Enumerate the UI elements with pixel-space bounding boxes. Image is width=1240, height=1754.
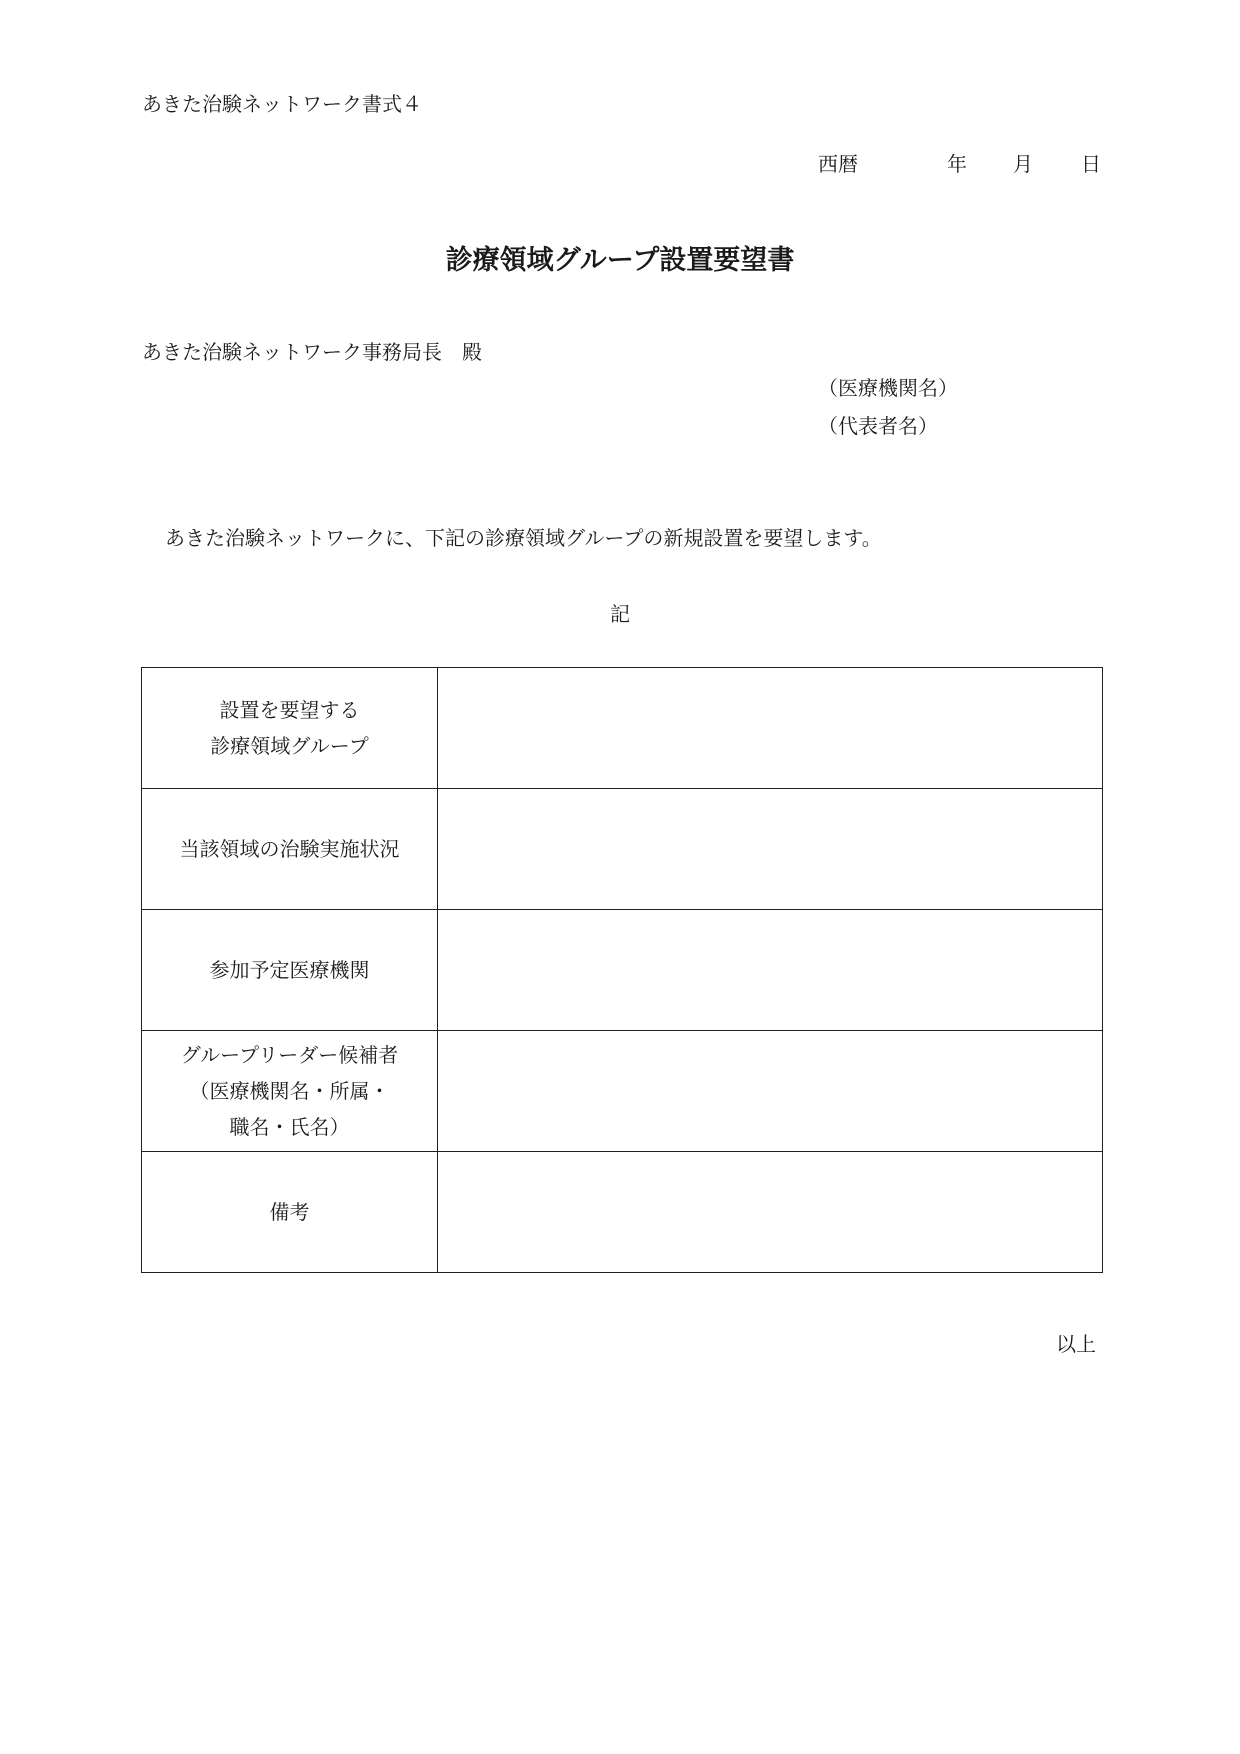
sender-institution-label: （医療機関名）	[818, 376, 958, 400]
table-row	[142, 1031, 1103, 1152]
row-label-requested-group: 設置を要望する 診療領域グループ	[142, 668, 438, 789]
table-row	[142, 668, 1103, 789]
row-value-participating-institutions[interactable]	[438, 910, 1103, 1031]
table-row	[142, 910, 1103, 1031]
row-label-remarks: 備考	[142, 1152, 438, 1273]
table-row	[142, 1152, 1103, 1273]
row-value-requested-group[interactable]	[438, 668, 1103, 789]
request-body-text: あきた治験ネットワークに、下記の診療領域グループの新規設置を要望します。	[165, 526, 882, 550]
date-day-label: 日	[1081, 152, 1101, 176]
date-era-label: 西暦	[818, 152, 858, 176]
request-table	[141, 667, 1103, 1273]
form-number: あきた治験ネットワーク書式４	[142, 92, 422, 116]
addressee: あきた治験ネットワーク事務局長 殿	[142, 340, 482, 364]
ki-mark: 記	[610, 602, 630, 626]
document-title: 診療領域グループ設置要望書	[445, 245, 795, 276]
row-label-trial-status: 当該領域の治験実施状況	[142, 789, 438, 910]
row-value-trial-status[interactable]	[438, 789, 1103, 910]
row-value-remarks[interactable]	[438, 1152, 1103, 1273]
date-year-label: 年	[947, 152, 967, 176]
sender-representative-label: （代表者名）	[818, 414, 938, 438]
closing-text: 以上	[1056, 1332, 1096, 1356]
table-row	[142, 789, 1103, 910]
row-label-leader-candidate: グループリーダー候補者 （医療機関名・所属・ 職名・氏名）	[142, 1031, 438, 1152]
row-value-leader-candidate[interactable]	[438, 1031, 1103, 1152]
date-month-label: 月	[1013, 152, 1033, 176]
row-label-participating-institutions: 参加予定医療機関	[142, 910, 438, 1031]
